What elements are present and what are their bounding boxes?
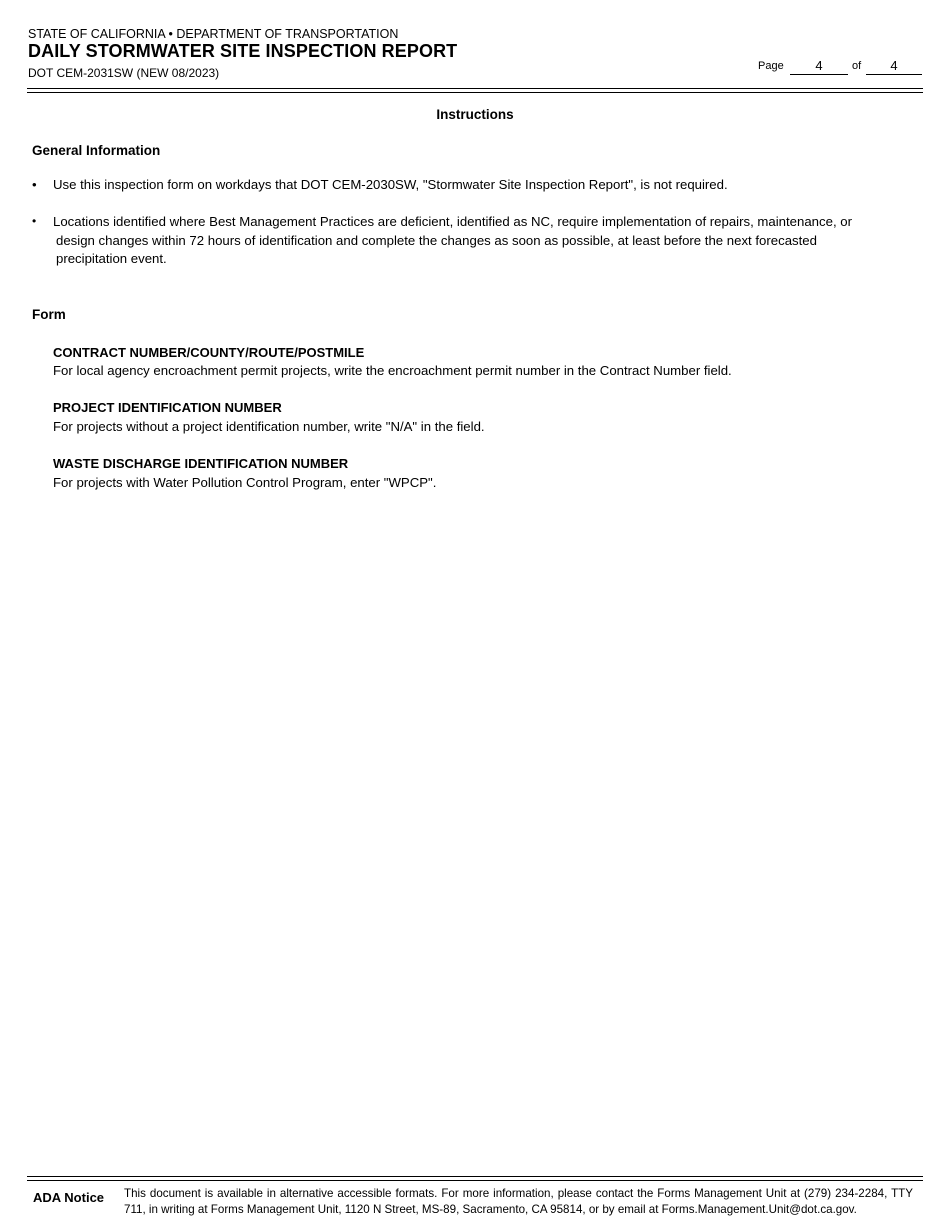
form-number: DOT CEM-2031SW (NEW 08/2023) bbox=[28, 66, 220, 80]
bullet-marker: • bbox=[32, 214, 37, 228]
report-title: DAILY STORMWATER SITE INSPECTION REPORT bbox=[28, 41, 458, 61]
field-title: PROJECT IDENTIFICATION NUMBER bbox=[53, 400, 282, 415]
field-description: For projects with Water Pollution Control Program, enter "WPCP". bbox=[53, 475, 437, 490]
page-label: Page bbox=[758, 60, 784, 72]
field-title: WASTE DISCHARGE IDENTIFICATION NUMBER bbox=[53, 456, 349, 471]
ada-notice-label: ADA Notice bbox=[33, 1190, 105, 1205]
bullet-text-line-3: precipitation event. bbox=[56, 251, 167, 266]
agency-line: STATE OF CALIFORNIA • DEPARTMENT OF TRANSPORTATION bbox=[28, 27, 399, 41]
bullet-text-line-1: Locations identified where Best Management Practices are deficient, identified as NC, require implementation of repairs, maintenance, or bbox=[53, 214, 852, 229]
field-description: For projects without a project identification number, write "N/A" in the field. bbox=[53, 419, 485, 434]
field-title: CONTRACT NUMBER/COUNTY/ROUTE/POSTMILE bbox=[53, 345, 365, 360]
page-current-field: 4 bbox=[790, 58, 848, 75]
of-label: of bbox=[852, 60, 862, 72]
bullet-marker: • bbox=[32, 177, 37, 192]
page-total-field: 4 bbox=[866, 58, 922, 75]
ada-notice-text: This document is available in alternative accessible formats. For more information, please contact the Forms Management Unit at (279) 234-2284, TTY 711, in writing at Forms Management Unit, 1120 N Street, MS-89, Sacramento, CA 95814, or by email at Forms.Management.Unit@dot.ca.gov. bbox=[124, 1187, 913, 1216]
instructions-heading: Instructions bbox=[436, 107, 514, 122]
general-information-heading: General Information bbox=[32, 143, 161, 158]
footer-divider-bottom bbox=[27, 1180, 923, 1181]
bullet-text-line-2: design changes within 72 hours of identification and complete the changes as soon as possible, at least before the next forecasted bbox=[56, 233, 817, 248]
header-divider-top bbox=[27, 88, 923, 89]
header-divider-bottom bbox=[27, 92, 923, 93]
footer-divider-top bbox=[27, 1176, 923, 1177]
bullet-text: Use this inspection form on workdays that DOT CEM-2030SW, "Stormwater Site Inspection Report", is not required. bbox=[53, 177, 728, 192]
field-description: For local agency encroachment permit projects, write the encroachment permit number in the Contract Number field. bbox=[53, 363, 732, 378]
form-heading: Form bbox=[32, 307, 66, 322]
